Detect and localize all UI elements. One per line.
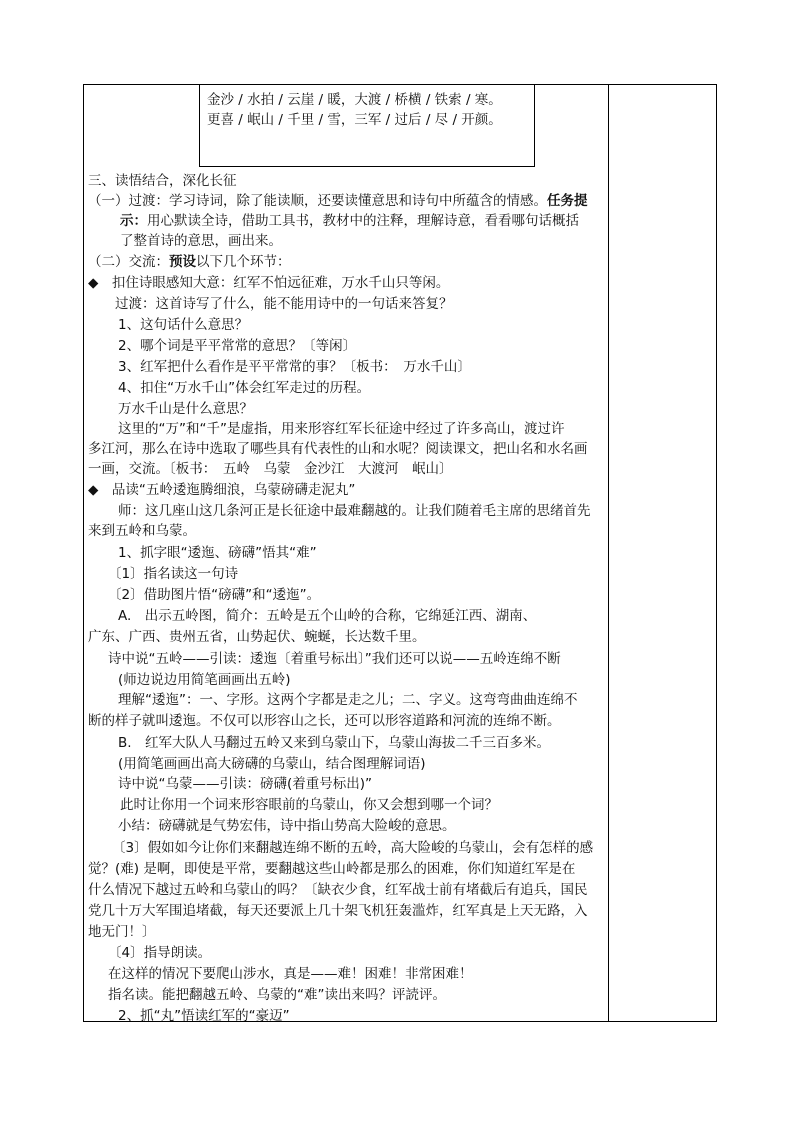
text-line: 一画，交流。〔板书： 五岭 乌蒙 金沙江 大渡河 岷山〕 xyxy=(88,461,453,477)
text-line: 断的样子就叫逶迤。不仅可以形容山之长，还可以形容道路和河流的连绵不断。 xyxy=(88,713,561,729)
text-line: 小结：磅礴就是气势宏伟，诗中指山势高大险峻的意思。 xyxy=(118,818,456,834)
text-line: 示：用心默读全诗，借助工具书，教材中的注释，理解诗意，看看哪句话概括 xyxy=(120,213,579,229)
text-line: 了整首诗的意思，画出来。 xyxy=(120,233,282,249)
text-line: 在这样的情况下要爬山涉水，真是——难！困难！非常困难！ xyxy=(108,966,473,982)
text-line: 党几十万大军围追堵截，每天还要派上几十架飞机狂轰滥炸，红军真是上天无路，入 xyxy=(88,903,588,919)
text-line: 理解“逶迤”：一、字形。这两个字都是走之儿；二、字义。这弯弯曲曲连绵不 xyxy=(118,692,578,708)
poem-line-2: 更喜 / 岷山 / 千里 / 雪，三军 / 过后 / 尽 / 开颜。 xyxy=(207,112,502,128)
text-line: 2、哪个词是平平常常的意思？〔等闲〕 xyxy=(118,338,357,354)
text-line: 诗中说“乌蒙——引读：磅礴(着重号标出)” xyxy=(118,776,373,792)
text-line: 2、抓“丸”悟读红军的“豪迈” xyxy=(118,1008,290,1024)
text-line: 多江河，那么在诗中选取了哪些具有代表性的山和水呢？阅读课文，把山名和水名画 xyxy=(88,441,588,457)
text-line: （二）交流：预设以下几个环节： xyxy=(88,254,291,270)
text-line: 地无门！〕 xyxy=(88,924,156,940)
text-line: 三、读悟结合，深化长征 xyxy=(88,173,237,189)
poem-line-1: 金沙 / 水拍 / 云崖 / 暖，大渡 / 桥横 / 铁索 / 寒。 xyxy=(207,92,502,108)
text-line: 指名读。能把翻越五岭、乌蒙的“难”读出来吗？评読评。 xyxy=(108,987,446,1003)
text-line: 4、扣住“万水千山”体会红军走过的历程。 xyxy=(118,380,371,396)
text-line: 什么情况下越过五岭和乌蒙山的吗？〔缺衣少食，红军战士前有堵截后有追兵，国民 xyxy=(88,882,588,898)
table-column-divider xyxy=(608,84,609,1022)
text-line: 过渡：这首诗写了什么，能不能用诗中的一句话来答复？ xyxy=(115,296,453,312)
text-line: B. 红军大队人马翻过五岭又来到乌蒙山下，乌蒙山海拔二千三百多米。 xyxy=(118,735,551,751)
text-line: 师：这几座山这几条河正是长征途中最难翻越的。让我们随着毛主席的思绪首先 xyxy=(118,503,591,519)
text-line: A. 出示五岭图，简介：五岭是五个山岭的合称，它绵延江西、湖南、 xyxy=(118,608,537,624)
text-line: （一）过渡：学习诗词，除了能读顺，还要读懂意思和诗句中所蕴含的情感。任务提 xyxy=(88,193,588,209)
text-line: 这里的“万”和“千”是虚指，用来形容红军长征途中经过了许多高山，渡过许 xyxy=(118,421,565,437)
text-line: ◆ 扣住诗眼感知大意：红军不怕远征难，万水千山只等闲。 xyxy=(88,275,450,291)
text-line: 〔3〕假如如今让你们来翻越连绵不断的五岭，高大险峻的乌蒙山，会有怎样的感 xyxy=(112,840,594,856)
text-line: 〔4〕指导朗读。 xyxy=(108,945,212,961)
text-line: 此时让你用一个词来形容眼前的乌蒙山，你又会想到哪一个词？ xyxy=(120,797,498,813)
text-line: 万水千山是什么意思？ xyxy=(118,401,253,417)
text-line: 来到五岭和乌蒙。 xyxy=(88,523,196,539)
text-line: (师边说边用简笔画画出五岭) xyxy=(118,672,291,688)
text-line: 〔1〕指名读这一句诗 xyxy=(108,566,239,582)
text-line: ◆ 品读“五岭逶迤腾细浪，乌蒙磅礴走泥丸” xyxy=(88,482,356,498)
text-line: 觉？(难) 是啊，即使是平常，要翻越这些山岭都是那么的困难，你们知道红军是在 xyxy=(88,861,576,877)
text-line: 诗中说“五岭——引读：逶迤〔着重号标出〕”我们还可以说——五岭连绵不断 xyxy=(108,651,561,667)
text-line: 1、这句话什么意思？ xyxy=(118,317,249,333)
text-line: 广东、广西、贵州五省，山势起伏、蜿蜒，长达数千里。 xyxy=(88,629,426,645)
text-line: 1、抓字眼“逶迤、磅礴”悟其“难” xyxy=(118,545,317,561)
text-line: (用简笔画画出高大磅礴的乌蒙山，结合图理解词语) xyxy=(118,756,426,772)
text-line: 3、红军把什么看作是平平常常的事？〔板书： 万水千山〕 xyxy=(118,359,471,375)
text-line: 〔2〕借助图片悟“磅礴”和“逶迤”。 xyxy=(108,587,321,603)
